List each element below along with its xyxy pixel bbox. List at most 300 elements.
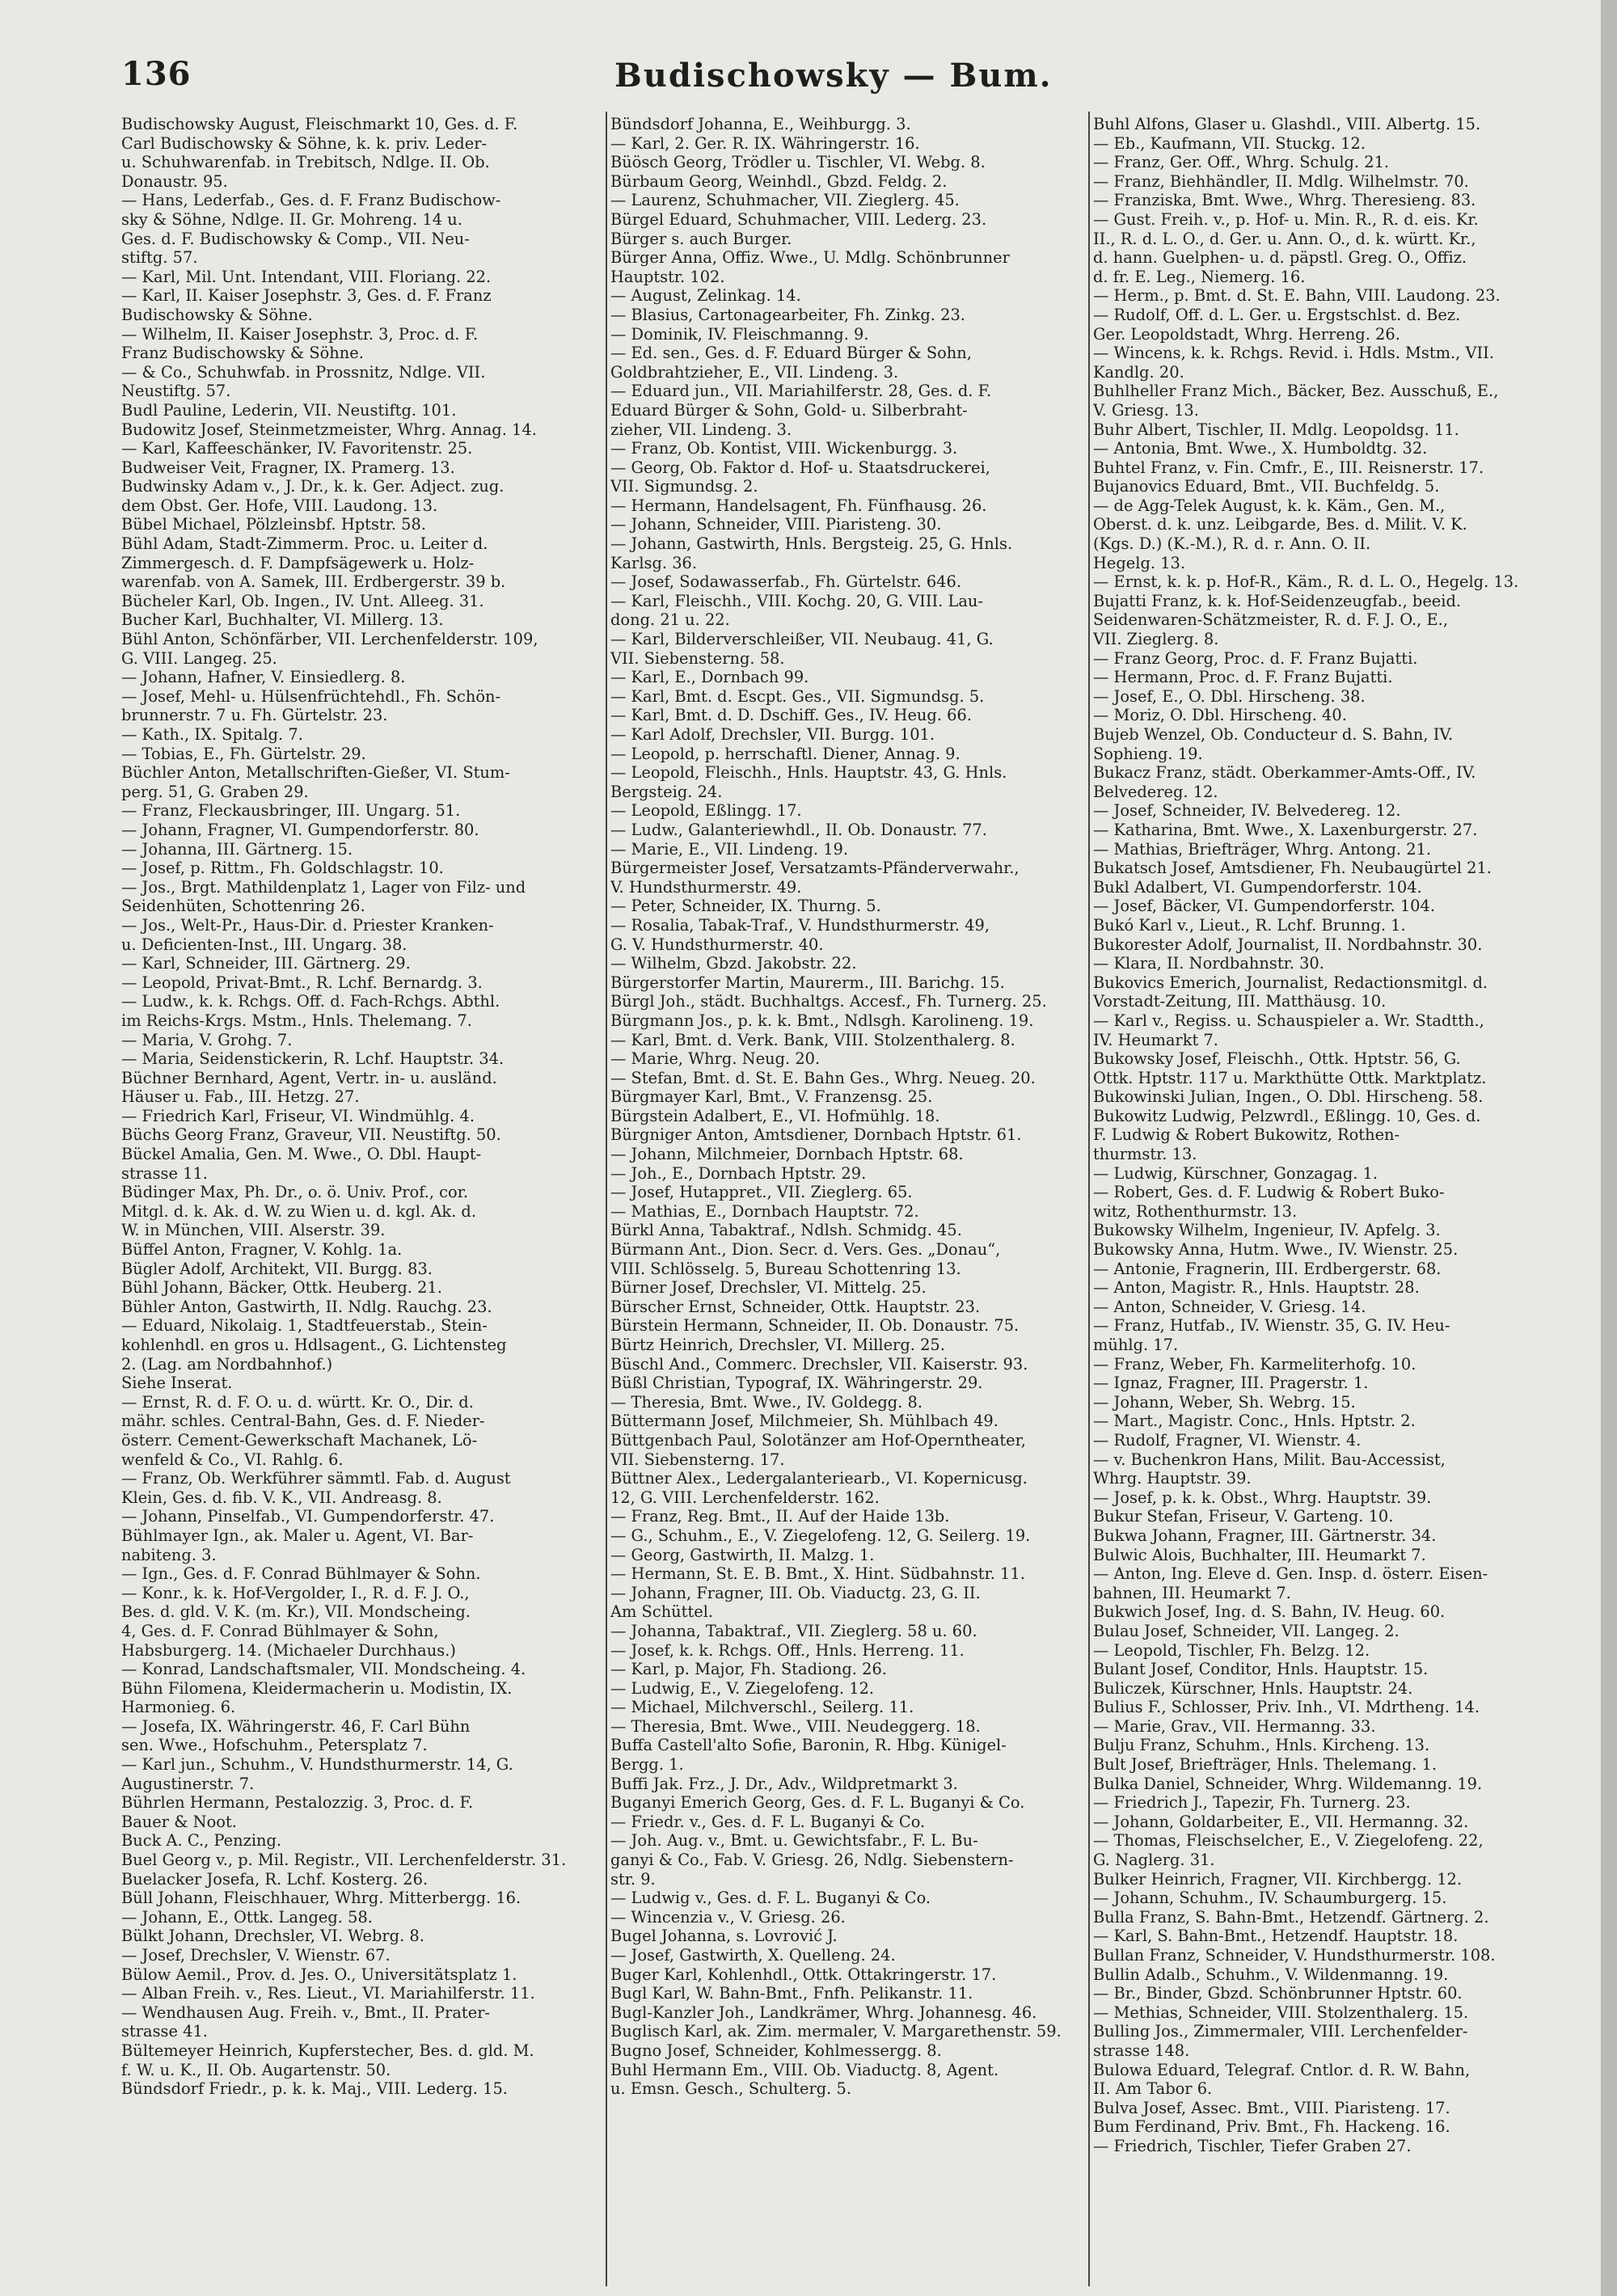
directory-entry-line: — Stefan, Bmt. d. St. E. Bahn Ges., Whrg. Neueg. 20. [610, 1068, 1036, 1087]
directory-entry-line: Klein, Ges. d. fib. V. K., VII. Andreasg. 8. [121, 1488, 442, 1507]
directory-entry-line: d. fr. E. Leg., Niemerg. 16. [1093, 267, 1306, 286]
directory-entry-line: Bugel Johanna, s. Lovrović J. [610, 1927, 838, 1946]
directory-entry-line: Bühn Filomena, Kleidermacherin u. Modistin, IX. [121, 1678, 513, 1698]
directory-entry-line: Bulowa Eduard, Telegraf. Cntlor. d. R. W. Bahn, [1093, 2060, 1471, 2079]
directory-entry-line: Ges. d. F. Budischowsky & Comp., VII. Neu- [121, 229, 470, 248]
directory-entry-line: strasse 148. [1093, 2041, 1190, 2060]
directory-entry-line: Buganyi Emerich Georg, Ges. d. F. L. Buganyi & Co. [610, 1793, 1025, 1813]
directory-entry-line: Belvedereg. 12. [1093, 782, 1218, 801]
directory-entry-line: Buffi Jak. Frz., J. Dr., Adv., Wildpretmarkt 3. [610, 1774, 958, 1793]
directory-entry-line: u. Schuhwarenfab. in Trebitsch, Ndlge. II. Ob. [121, 153, 490, 172]
directory-entry-line: — Maria, Seidenstickerin, R. Lchf. Hauptstr. 34. [121, 1049, 505, 1069]
directory-entry-line: — Hermann, St. E. B. Bmt., X. Hint. Südbahnstr. 11. [610, 1564, 1025, 1584]
directory-entry-line: Buhlheller Franz Mich., Bäcker, Bez. Ausschuß, E., [1093, 382, 1499, 401]
directory-entry-line: Bauer & Noot. [121, 1812, 237, 1831]
directory-entry-line: Bergsteig. 24. [610, 782, 723, 801]
directory-entry-line: Bujeb Wenzel, Ob. Conducteur d. S. Bahn, IV. [1093, 725, 1454, 744]
directory-entry-line: — Eduard jun., VII. Mariahilferstr. 28, Ges. d. F. [610, 382, 992, 401]
directory-entry-line: Bulau Josef, Schneider, VII. Langeg. 2. [1093, 1621, 1400, 1640]
directory-entry-line: — Johann, Hafner, V. Einsiedlerg. 8. [121, 668, 406, 687]
directory-entry-line: — G., Schuhm., E., V. Ziegelofeng. 12, G. Seilerg. 19. [610, 1526, 1031, 1545]
directory-entry-line: VII. Zieglerg. 8. [1093, 630, 1219, 649]
directory-entry-line: Bukowitz Ludwig, Pelzwrdl., Eßlingg. 10, Ges. d. [1093, 1106, 1481, 1125]
directory-entry-line: VIII. Schlösselg. 5, Bureau Schottenring 13. [610, 1259, 961, 1278]
directory-entry-line: — v. Buchenkron Hans, Milit. Bau-Accessist, [1093, 1450, 1446, 1469]
directory-entry-line: — Josefa, IX. Währingerstr. 46, F. Carl Bühn [121, 1716, 471, 1736]
directory-entry-line: Bukowsky Wilhelm, Ingenieur, IV. Apfelg. 3. [1093, 1221, 1441, 1240]
directory-entry-line: — Ign., Ges. d. F. Conrad Bühlmayer & Sohn. [121, 1564, 481, 1584]
directory-entry-line: Habsburgerg. 14. (Michaeler Durchhaus.) [121, 1640, 456, 1660]
directory-entry-line: — Katharina, Bmt. Wwe., X. Laxenburgerstr. 27. [1093, 820, 1478, 839]
directory-entry-line: — Karl, 2. Ger. R. IX. Währingerstr. 16. [610, 133, 920, 153]
directory-entry-line: Buelacker Josefa, R. Lchf. Kosterg. 26. [121, 1869, 429, 1889]
directory-entry-line: Bürgmayer Karl, Bmt., V. Franzensg. 25. [610, 1087, 933, 1107]
directory-entry-line: — Johann, E., Ottk. Langeg. 58. [121, 1907, 373, 1927]
directory-entry-line: 4, Ges. d. F. Conrad Bühlmayer & Sohn, [121, 1621, 439, 1640]
directory-entry-line: Bum Ferdinand, Priv. Bmt., Fh. Hackeng. 16. [1093, 2117, 1450, 2137]
directory-entry-line: Bülkt Johann, Drechsler, VI. Webrg. 8. [121, 1927, 424, 1946]
directory-entry-line: — Br., Binder, Gbzd. Schönbrunner Hptstr. 60. [1093, 1984, 1463, 2003]
directory-entry-line: — Jos., Brgt. Mathildenplatz 1, Lager von Filz- und [121, 877, 526, 897]
directory-entry-line: mühlg. 17. [1093, 1336, 1179, 1354]
directory-entry-line: Bukorester Adolf, Journalist, II. Nordbahnstr. 30. [1093, 935, 1483, 954]
directory-entry-line: — Leopold, p. herrschaftl. Diener, Annag. 9. [610, 744, 960, 763]
directory-entry-line: Bühlmayer Ign., ak. Maler u. Agent, VI. Bar- [121, 1526, 474, 1545]
directory-entry-line: Bulant Josef, Conditor, Hnls. Hauptstr. 15. [1093, 1660, 1429, 1679]
directory-entry-line: Büösch Georg, Trödler u. Tischler, VI. Webg. 8. [610, 153, 986, 172]
directory-entry-line: — Wendhausen Aug. Freih. v., Bmt., II. Prater- [121, 2003, 491, 2022]
directory-entry-line: Mitgl. d. k. Ak. d. W. zu Wien u. d. kgl. Ak. d. [121, 1201, 476, 1221]
directory-entry-line: — Josef, E., O. Dbl. Hirscheng. 38. [1093, 686, 1366, 706]
directory-entry-line: — Johann, Goldarbeiter, E., VII. Hermanng. 32. [1093, 1812, 1469, 1831]
directory-entry-line: Bukwa Johann, Fragner, III. Gärtnerstr. 34. [1093, 1526, 1437, 1545]
directory-entry-line: Büttner Alex., Ledergalanteriearb., VI. Kopernicusg. [610, 1469, 1028, 1488]
directory-entry-line: bahnen, III. Heumarkt 7. [1093, 1583, 1291, 1602]
directory-entry-line: — Ignaz, Fragner, III. Pragerstr. 1. [1093, 1374, 1369, 1393]
directory-entry-line: strasse 41. [121, 2022, 208, 2041]
directory-entry-line: Bündsdorf Friedr., p. k. k. Maj., VIII. Lederg. 15. [121, 2079, 508, 2099]
directory-entry-line: Büll Johann, Fleischhauer, Whrg. Mitterbergg. 16. [121, 1889, 521, 1908]
directory-entry-line: u. Deficienten-Inst., III. Ungarg. 38. [121, 935, 407, 954]
directory-entry-line: — Anton, Schneider, V. Griesg. 14. [1093, 1297, 1366, 1316]
directory-entry-line: Büdinger Max, Ph. Dr., o. ö. Univ. Prof., cor. [121, 1183, 469, 1202]
directory-entry-line: kohlenhdl. en gros u. Hdlsagent., G. Lichtensteg [121, 1336, 507, 1354]
directory-entry-line: — Maria, V. Grohg. 7. [121, 1030, 293, 1049]
directory-entry-line: — Blasius, Cartonagearbeiter, Fh. Zinkg. 23. [610, 305, 965, 324]
directory-entry-line: Buel Georg v., p. Mil. Registr., VII. Lerchenfelderstr. 31. [121, 1851, 567, 1870]
directory-entry-line: — Peter, Schneider, IX. Thurng. 5. [610, 897, 881, 916]
directory-entry-line: stiftg. 57. [121, 248, 198, 268]
directory-entry-line: brunnerstr. 7 u. Fh. Gürtelstr. 23. [121, 706, 388, 725]
directory-entry-line: — Franz, Ger. Off., Whrg. Schulg. 21. [1093, 153, 1390, 172]
directory-entry-line: — Hermann, Proc. d. F. Franz Bujatti. [1093, 668, 1393, 687]
directory-entry-line: — Ludwig, Kürschner, Gonzagag. 1. [1093, 1163, 1378, 1183]
directory-entry-line: Bühl Johann, Bäcker, Ottk. Heuberg. 21. [121, 1278, 442, 1298]
column-1 [121, 115, 602, 2281]
directory-entry-line: — Josef, Gastwirth, X. Quelleng. 24. [610, 1946, 896, 1965]
directory-entry-line: Budweiser Veit, Fragner, IX. Pramerg. 13. [121, 458, 455, 477]
directory-entry-line: — Ludw., Galanteriewhdl., II. Ob. Donaustr. 77. [610, 820, 987, 839]
column-rule [606, 112, 607, 2286]
directory-entry-line: V. Griesg. 13. [1093, 400, 1199, 420]
directory-entry-line: Buliczek, Kürschner, Hnls. Hauptstr. 24. [1093, 1678, 1413, 1698]
directory-entry-line: — Leopold, Tischler, Fh. Belzg. 12. [1093, 1640, 1370, 1660]
directory-entry-line: Goldbrahtzieher, E., VII. Lindeng. 3. [610, 362, 899, 382]
directory-entry-line: — Eb., Kaufmann, VII. Stuckg. 12. [1093, 133, 1366, 153]
directory-entry-line: Bukur Stefan, Friseur, V. Garteng. 10. [1093, 1507, 1394, 1526]
directory-entry-line: — Karl, E., Dornbach 99. [610, 668, 809, 687]
directory-entry-line: Bürgstein Adalbert, E., VI. Hofmühlg. 18. [610, 1106, 940, 1125]
directory-entry-line: — Herm., p. Bmt. d. St. E. Bahn, VIII. Laudong. 23. [1093, 286, 1501, 306]
directory-entry-line: Hegelg. 13. [1093, 553, 1186, 572]
directory-entry-line: G. V. Hundsthurmerstr. 40. [610, 935, 824, 954]
directory-entry-line: Karlsg. 36. [610, 553, 698, 572]
directory-entry-line: — Franz, Ob. Kontist, VIII. Wickenburgg. 3. [610, 439, 958, 458]
directory-entry-line: — Josef, Schneider, IV. Belvedereg. 12. [1093, 801, 1401, 821]
directory-entry-line: — Karl, Bmt. d. Verk. Bank, VIII. Stolzenthalerg. 8. [610, 1030, 1015, 1049]
directory-entry-line: — Johann, Fragner, III. Ob. Viaductg. 23, G. II. [610, 1583, 981, 1602]
directory-entry-line: — Johann, Milchmeier, Dornbach Hptstr. 68. [610, 1145, 964, 1164]
directory-entry-line: Budischowsky August, Fleischmarkt 10, Ges. d. F. [121, 115, 518, 133]
directory-entry-line: Vorstadt-Zeitung, III. Matthäusg. 10. [1093, 992, 1387, 1011]
directory-entry-line: — Hermann, Handelsagent, Fh. Fünfhausg. 26. [610, 496, 987, 515]
directory-entry-line: — Mathias, E., Dornbach Hauptstr. 72. [610, 1201, 919, 1221]
directory-entry-line: — Georg, Gastwirth, II. Malzg. 1. [610, 1545, 875, 1564]
directory-entry-line: Sophieng. 19. [1093, 744, 1203, 763]
directory-entry-line: II., R. d. L. O., d. Ger. u. Ann. O., d. k. württ. Kr., [1093, 229, 1476, 248]
directory-entry-line: Bürger Anna, Offiz. Wwe., U. Mdlg. Schönbrunner [610, 248, 1010, 268]
directory-entry-line: — Wilhelm, Gbzd. Jakobstr. 22. [610, 954, 857, 973]
page-number: 136 [121, 55, 192, 93]
directory-entry-line: Carl Budischowsky & Söhne, k. k. priv. Leder- [121, 133, 488, 153]
directory-entry-line: Buger Karl, Kohlenhdl., Ottk. Ottakringerstr. 17. [610, 1965, 997, 1984]
directory-entry-line: Bulka Daniel, Schneider, Whrg. Wildemanng. 19. [1093, 1774, 1483, 1793]
directory-entry-line: Seidenhüten, Schottenring 26. [121, 897, 365, 916]
directory-entry-line: — Georg, Ob. Faktor d. Hof- u. Staatsdruckerei, [610, 458, 990, 477]
directory-entry-line: Bürtz Heinrich, Drechsler, VI. Millerg. 25. [610, 1336, 945, 1354]
directory-entry-line: — Josef, p. Rittm., Fh. Goldschlagstr. 10. [121, 859, 444, 878]
directory-entry-line: — Mart., Magistr. Conc., Hnls. Hptstr. 2. [1093, 1412, 1416, 1431]
directory-entry-line: Buhl Alfons, Glaser u. Glashdl., VIII. Albertg. 15. [1093, 115, 1481, 133]
directory-entry-line: — Johanna, Tabaktraf., VII. Zieglerg. 58 u. 60. [610, 1621, 977, 1640]
directory-entry-line: II. Am Tabor 6. [1093, 2079, 1213, 2099]
directory-entry-line: Bürgerstorfer Martin, Maurerm., III. Barichg. 15. [610, 973, 1005, 992]
directory-entry-line: — Karl, Mil. Unt. Intendant, VIII. Floriang. 22. [121, 267, 492, 286]
directory-entry-line: — Karl, Bmt. d. Escpt. Ges., VII. Sigmundsg. 5. [610, 686, 985, 706]
directory-entry-line: Bes. d. gld. V. K. (m. Kr.), VII. Mondscheing. [121, 1602, 471, 1622]
directory-entry-line: Bukl Adalbert, VI. Gumpendorferstr. 104. [1093, 877, 1422, 897]
directory-entry-line: — Karl, II. Kaiser Josephstr. 3, Ges. d. F. Franz [121, 286, 492, 306]
directory-entry-line: Bukowsky Anna, Hutm. Wwe., IV. Wienstr. 25. [1093, 1240, 1459, 1260]
directory-entry-line: Bukowsky Josef, Fleischh., Ottk. Hptstr. 56, G. [1093, 1049, 1461, 1069]
directory-entry-line: — Michael, Milchverschl., Seilerg. 11. [610, 1698, 914, 1717]
directory-entry-line: Bürkl Anna, Tabaktraf., Ndlsh. Schmidg. 45. [610, 1221, 962, 1240]
directory-entry-line: — Johanna, III. Gärtnerg. 15. [121, 839, 353, 859]
directory-entry-line: — Leopold, Privat-Bmt., R. Lchf. Bernardg. 3. [121, 973, 483, 992]
directory-entry-line: f. W. u. K., II. Ob. Augartenstr. 50. [121, 2060, 391, 2079]
directory-entry-line: Bührlen Hermann, Pestalozzig. 3, Proc. d. F. [121, 1793, 474, 1813]
directory-entry-line: d. hann. Guelphen- u. d. päpstl. Greg. O., Offiz. [1093, 248, 1467, 268]
directory-entry-line: Bürbaum Georg, Weinhdl., Gbzd. Feldg. 2. [610, 171, 948, 191]
directory-entry-line: — Methias, Schneider, VIII. Stolzenthalerg. 15. [1093, 2003, 1469, 2022]
directory-entry-line: Bullin Adalb., Schuhm., V. Wildenmanng. 19. [1093, 1965, 1449, 1984]
directory-entry-line: — Friedrich Karl, Friseur, VI. Windmühlg. 4. [121, 1106, 475, 1125]
directory-entry-line: Büchs Georg Franz, Graveur, VII. Neustiftg. 50. [121, 1125, 501, 1145]
directory-entry-line: — de Agg-Telek August, k. k. Käm., Gen. M., [1093, 496, 1446, 515]
directory-entry-line: V. Hundsthurmerstr. 49. [610, 877, 802, 897]
directory-entry-line: — Marie, E., VII. Lindeng. 19. [610, 839, 849, 859]
directory-entry-line: Bügler Adolf, Architekt, VII. Burgg. 83. [121, 1259, 433, 1278]
directory-entry-line: — Wincens, k. k. Rchgs. Revid. i. Hdls. Mstm., VII. [1093, 344, 1494, 363]
directory-entry-line: — Franziska, Bmt. Wwe., Whrg. Theresieng. 83. [1093, 191, 1476, 210]
directory-entry-line: sky & Söhne, Ndlge. II. Gr. Mohreng. 14 u. [121, 209, 462, 229]
directory-entry-line: witz, Rothenthurmstr. 13. [1093, 1201, 1298, 1221]
directory-entry-line: österr. Cement-Gewerkschaft Machanek, Lö- [121, 1430, 478, 1450]
directory-entry-line: VII. Sigmundsg. 2. [610, 477, 758, 496]
directory-entry-line: Hauptstr. 102. [610, 267, 725, 286]
directory-entry-line: — Theresia, Bmt. Wwe., IV. Goldegg. 8. [610, 1392, 922, 1412]
directory-entry-line: Bücheler Karl, Ob. Ingen., IV. Unt. Alleeg. 31. [121, 591, 484, 610]
directory-entry-line: — Karl, Kaffeeschänker, IV. Favoritenstr. 25. [121, 439, 473, 458]
directory-entry-line: Bückel Amalia, Gen. M. Wwe., O. Dbl. Haupt- [121, 1145, 482, 1164]
directory-entry-line: Buhtel Franz, v. Fin. Cmfr., E., III. Reisnerstr. 17. [1093, 458, 1484, 477]
directory-entry-line: — Anton, Ing. Eleve d. Gen. Insp. d. österr. Eisen- [1093, 1564, 1488, 1584]
directory-entry-line: 12, G. VIII. Lerchenfelderstr. 162. [610, 1488, 880, 1507]
directory-entry-line: — Johann, Fragner, VI. Gumpendorferstr. 80. [121, 820, 479, 839]
directory-entry-line: — Konr., k. k. Hof-Vergolder, I., R. d. F. J. O., [121, 1583, 470, 1602]
directory-entry-line: — Josef, Sodawasserfab., Fh. Gürtelstr. 646. [610, 572, 961, 592]
directory-entry-line: — Franz, Ob. Werkführer sämmtl. Fab. d. August [121, 1469, 511, 1488]
directory-entry-line: str. 9. [610, 1869, 656, 1889]
directory-entry-line: Bukacz Franz, städt. Oberkammer-Amts-Off., IV. [1093, 763, 1476, 783]
directory-entry-line: Bujatti Franz, k. k. Hof-Seidenzeugfab., beeid. [1093, 591, 1462, 610]
directory-entry-line: thurmstr. 13. [1093, 1145, 1197, 1164]
directory-entry-line: — Josef, Mehl- u. Hülsenfrüchtehdl., Fh. Schön- [121, 686, 501, 706]
directory-entry-line: — Ludwig, E., V. Ziegelofeng. 12. [610, 1678, 875, 1698]
directory-entry-line: Bürgmann Jos., p. k. k. Bmt., Ndlsgh. Karolineng. 19. [610, 1011, 1034, 1030]
directory-entry-line: Zimmergesch. d. F. Dampfsägewerk u. Holz- [121, 553, 475, 572]
directory-entry-line: Neustiftg. 57. [121, 382, 231, 401]
directory-entry-line: Bulius F., Schlosser, Priv. Inh., VI. Mdrtheng. 14. [1093, 1698, 1480, 1717]
directory-entry-line: Bündsdorf Johanna, E., Weihburgg. 3. [610, 115, 911, 133]
directory-entry-line: Bühl Anton, Schönfärber, VII. Lerchenfelderstr. 109, [121, 630, 538, 649]
directory-entry-line: Bübel Michael, Pölzleinsbf. Hptstr. 58. [121, 515, 427, 534]
directory-entry-line: — Karl, Bmt. d. D. Dschiff. Ges., IV. Heug. 66. [610, 706, 972, 725]
directory-entry-line: Bukowinski Julian, Ingen., O. Dbl. Hirscheng. 58. [1093, 1087, 1484, 1107]
directory-entry-line: Am Schüttel. [610, 1602, 714, 1622]
directory-entry-line: — Marie, Grav., VII. Hermanng. 33. [1093, 1716, 1376, 1736]
directory-entry-line: — Josef, Drechsler, V. Wienstr. 67. [121, 1946, 391, 1965]
directory-entry-line: — Wincenzia v., V. Griesg. 26. [610, 1907, 846, 1927]
directory-entry-line: — Karl, Schneider, III. Gärtnerg. 29. [121, 954, 411, 973]
directory-entry-line: wenfeld & Co., VI. Rahlg. 6. [121, 1450, 344, 1469]
directory-entry-line: — Ernst, R. d. F. O. u. d. württ. Kr. O., Dir. d. [121, 1392, 474, 1412]
directory-entry-line: mähr. schles. Central-Bahn, Ges. d. F. Nieder- [121, 1412, 485, 1431]
directory-entry-line: Bültemeyer Heinrich, Kupferstecher, Bes. d. gld. M. [121, 2041, 534, 2060]
directory-entry-line: Budl Pauline, Lederin, VII. Neustiftg. 101. [121, 400, 457, 420]
directory-entry-line: Seidenwaren-Schätzmeister, R. d. F. J. O., E., [1093, 610, 1448, 630]
directory-entry-line: Bujanovics Eduard, Bmt., VII. Buchfeldg. 5. [1093, 477, 1440, 496]
directory-entry-line: — Karl Adolf, Drechsler, VII. Burgg. 101. [610, 725, 935, 744]
directory-entry-line: G. VIII. Langeg. 25. [121, 648, 277, 668]
directory-entry-line: — Karl v., Regiss. u. Schauspieler a. Wr. Stadtth., [1093, 1011, 1484, 1030]
directory-entry-line: — Wilhelm, II. Kaiser Josephstr. 3, Proc. d. F. [121, 324, 479, 344]
page-edge [1601, 0, 1617, 2296]
directory-entry-line: — Josef, Bäcker, VI. Gumpendorferstr. 104. [1093, 897, 1435, 916]
directory-entry-line: Büffel Anton, Fragner, V. Kohlg. 1a. [121, 1240, 403, 1260]
directory-entry-line: Bulling Jos., Zimmermaler, VIII. Lerchenfelder- [1093, 2022, 1468, 2041]
directory-entry-line: — Ludwig v., Ges. d. F. L. Buganyi & Co. [610, 1889, 931, 1908]
directory-entry-line: — Joh., E., Dornbach Hptstr. 29. [610, 1163, 867, 1183]
directory-entry-line: Bukatsch Josef, Amtsdiener, Fh. Neubaugürtel 21. [1093, 859, 1492, 878]
directory-entry-line: Bürgermeister Josef, Versatzamts-Pfänderverwahr., [610, 859, 1020, 878]
directory-entry-line: Bulwic Alois, Buchhalter, III. Heumarkt 7. [1093, 1545, 1426, 1564]
directory-entry-line: Büttgenbach Paul, Solotänzer am Hof-Operntheater, [610, 1430, 1026, 1450]
directory-entry-line: — Leopold, Eßlingg. 17. [610, 801, 802, 821]
directory-entry-line: Bukwich Josef, Ing. d. S. Bahn, IV. Heug. 60. [1093, 1602, 1446, 1622]
directory-entry-line: — Theresia, Bmt. Wwe., VIII. Neudeggerg. 18. [610, 1716, 981, 1736]
directory-entry-line: IV. Heumarkt 7. [1093, 1030, 1218, 1049]
directory-entry-line: — Karl, Bilderverschleißer, VII. Neubaug. 41, G. [610, 630, 994, 649]
directory-entry-line: — Karl, Fleischh., VIII. Kochg. 20, G. VIII. Lau- [610, 591, 983, 610]
directory-entry-line: Bürmann Ant., Dion. Secr. d. Vers. Ges. „Donau“, [610, 1240, 1001, 1260]
directory-entry-line: — Franz, Fleckausbringer, III. Ungarg. 51. [121, 801, 461, 821]
directory-entry-line: Bühler Anton, Gastwirth, II. Ndlg. Rauchg. 23. [121, 1297, 492, 1316]
directory-entry-line: Ottk. Hptstr. 117 u. Markthütte Ottk. Marktplatz. [1093, 1068, 1487, 1087]
directory-entry-line: — Johann, Gastwirth, Hnls. Bergsteig. 25, G. Hnls. [610, 534, 1013, 554]
directory-entry-line: — Leopold, Fleischh., Hnls. Hauptstr. 43, G. Hnls. [610, 763, 1007, 783]
directory-entry-line: — Klara, II. Nordbahnstr. 30. [1093, 954, 1324, 973]
directory-entry-line: Bürgel Eduard, Schuhmacher, VIII. Lederg. 23. [610, 209, 987, 229]
directory-entry-line: — Karl jun., Schuhm., V. Hundsthurmerstr. 14, G. [121, 1755, 513, 1775]
directory-entry-line: im Reichs-Krgs. Mstm., Hnls. Thelemang. 7. [121, 1011, 472, 1030]
directory-entry-line: — Johann, Schneider, VIII. Piaristeng. 30. [610, 515, 942, 534]
directory-entry-line: — Josef, Hutappret., VII. Zieglerg. 65. [610, 1183, 913, 1202]
directory-entry-line: Bulva Josef, Assec. Bmt., VIII. Piaristeng. 17. [1093, 2098, 1450, 2117]
directory-entry-line: — Rudolf, Fragner, VI. Wienstr. 4. [1093, 1430, 1362, 1450]
directory-entry-line: Budischowsky & Söhne. [121, 305, 313, 324]
directory-entry-line: Ger. Leopoldstadt, Whrg. Herreng. 26. [1093, 324, 1400, 344]
directory-entry-line: VII. Siebensterng. 17. [610, 1450, 785, 1469]
directory-entry-line: — Franz, Reg. Bmt., II. Auf der Haide 13b. [610, 1507, 950, 1526]
directory-entry-line: Whrg. Hauptstr. 39. [1093, 1469, 1252, 1488]
directory-entry-line: Buglisch Karl, ak. Zim. mermaler, V. Margarethenstr. 59. [610, 2022, 1062, 2041]
directory-entry-line: — Antonie, Fragnerin, III. Erdbergerstr. 68. [1093, 1259, 1442, 1278]
directory-entry-line: — Johann, Schuhm., IV. Schaumburgerg. 15. [1093, 1889, 1447, 1908]
directory-entry-line: — Franz Georg, Proc. d. F. Franz Bujatti. [1093, 648, 1418, 668]
directory-entry-line: — Johann, Weber, Sh. Webrg. 15. [1093, 1392, 1356, 1412]
directory-entry-line: nabiteng. 3. [121, 1545, 217, 1564]
directory-entry-line: Bülow Aemil., Prov. d. Jes. O., Universitätsplatz 1. [121, 1965, 517, 1984]
directory-entry-line: warenfab. von A. Samek, III. Erdbergerstr. 39 b. [121, 572, 506, 592]
directory-entry-line: Buffa Castell'alto Sofie, Baronin, R. Hbg. Künigel- [610, 1736, 1007, 1755]
directory-entry-line: — Robert, Ges. d. F. Ludwig & Robert Buko- [1093, 1183, 1445, 1202]
directory-entry-line: — Eduard, Nikolaig. 1, Stadtfeuerstab., Stein- [121, 1316, 488, 1336]
directory-entry-line: Bürscher Ernst, Schneider, Ottk. Hauptstr. 23. [610, 1297, 981, 1316]
directory-entry-line: — Friedrich J., Tapezir, Fh. Turnerg. 23. [1093, 1793, 1411, 1813]
directory-entry-line: strasse 11. [121, 1163, 208, 1183]
directory-entry-line: Bult Josef, Briefträger, Hnls. Thelemang. 1. [1093, 1755, 1438, 1775]
directory-entry-line: Büßl Christian, Typograf, IX. Währingerstr. 29. [610, 1374, 983, 1393]
directory-entry-line: Büschl And., Commerc. Drechsler, VII. Kaiserstr. 93. [610, 1354, 1028, 1374]
directory-entry-line: Bugl Karl, W. Bahn-Bmt., Fnfh. Pelikanstr. 11. [610, 1984, 973, 2003]
directory-entry-line: — Josef, k. k. Rchgs. Off., Hnls. Herreng. 11. [610, 1640, 965, 1660]
directory-entry-line: — Karl, S. Bahn-Bmt., Hetzendf. Hauptstr. 18. [1093, 1927, 1459, 1946]
directory-entry-line: Budwinsky Adam v., J. Dr., k. k. Ger. Adject. zug. [121, 477, 505, 496]
directory-entry-line: — Alban Freih. v., Res. Lieut., VI. Mariahilferstr. 11. [121, 1984, 535, 2003]
directory-entry-line: — Franz, Weber, Fh. Karmeliterhofg. 10. [1093, 1354, 1416, 1374]
directory-entry-line: — August, Zelinkag. 14. [610, 286, 801, 306]
directory-entry-line: perg. 51, G. Graben 29. [121, 782, 309, 801]
directory-entry-line: Bürger s. auch Burger. [610, 229, 792, 248]
directory-entry-line: Buhl Hermann Em., VIII. Ob. Viaductg. 8, Agent. [610, 2060, 999, 2079]
directory-entry-line: Bugno Josef, Schneider, Kohlmessergg. 8. [610, 2041, 942, 2060]
directory-entry-line: Bürstein Hermann, Schneider, II. Ob. Donaustr. 75. [610, 1316, 1020, 1336]
directory-entry-line: Bürgniger Anton, Amtsdiener, Dornbach Hptstr. 61. [610, 1125, 1022, 1145]
directory-entry-line: Harmonieg. 6. [121, 1698, 236, 1717]
running-head: Budischowsky — Bum. [614, 57, 1053, 95]
column-3 [1093, 115, 1573, 2281]
directory-entry-line: Büchner Bernhard, Agent, Vertr. in- u. ausländ. [121, 1068, 497, 1087]
directory-entry-line: Büchler Anton, Metallschriften-Gießer, VI. Stum- [121, 763, 510, 783]
directory-entry-line: — Thomas, Fleischselcher, E., V. Ziegelofeng. 22, [1093, 1831, 1484, 1851]
directory-entry-line: Buck A. C., Penzing. [121, 1831, 282, 1851]
directory-entry-line: VII. Siebensterng. 58. [610, 648, 785, 668]
directory-entry-line: dem Obst. Ger. Hofe, VIII. Laudong. 13. [121, 496, 438, 515]
directory-entry-line: Buhr Albert, Tischler, II. Mdlg. Leopoldsg. 11. [1093, 420, 1459, 439]
directory-entry-line: Franz Budischowsky & Söhne. [121, 344, 364, 363]
directory-entry-line: — Mathias, Briefträger, Whrg. Antong. 21. [1093, 839, 1432, 859]
directory-entry-line: — Josef, p. k. k. Obst., Whrg. Hauptstr. 39. [1093, 1488, 1432, 1507]
directory-entry-line: Bukovics Emerich, Journalist, Redactionsmitgl. d. [1093, 973, 1488, 992]
directory-entry-line: — Laurenz, Schuhmacher, VII. Zieglerg. 45. [610, 191, 960, 210]
directory-entry-line: — Konrad, Landschaftsmaler, VII. Mondscheing. 4. [121, 1660, 526, 1679]
directory-entry-line: sen. Wwe., Hofschuhm., Petersplatz 7. [121, 1736, 428, 1755]
directory-entry-line: — Dominik, IV. Fleischmanng. 9. [610, 324, 869, 344]
directory-entry-line: G. Naglerg. 31. [1093, 1851, 1215, 1870]
directory-entry-line: — Franz, Hutfab., IV. Wienstr. 35, G. IV. Heu- [1093, 1316, 1450, 1336]
directory-entry-line: — Friedrich, Tischler, Tiefer Graben 27. [1093, 2136, 1412, 2155]
column-2 [610, 115, 1091, 2281]
directory-entry-line: dong. 21 u. 22. [610, 610, 730, 630]
directory-entry-line: — Johann, Pinselfab., VI. Gumpendorferstr. 47. [121, 1507, 495, 1526]
directory-entry-line: Bulju Franz, Schuhm., Hnls. Kircheng. 13. [1093, 1736, 1430, 1755]
directory-entry-line: — & Co., Schuhwfab. in Prossnitz, Ndlge. VII. [121, 362, 486, 382]
directory-entry-line: — Antonia, Bmt. Wwe., X. Humboldtg. 32. [1093, 439, 1428, 458]
directory-entry-line: — Rosalia, Tabak-Traf., V. Hundsthurmerstr. 49, [610, 915, 990, 935]
directory-entry-line: Bulla Franz, S. Bahn-Bmt., Hetzendf. Gärtnerg. 2. [1093, 1907, 1489, 1927]
directory-entry-line: — Gust. Freih. v., p. Hof- u. Min. R., R. d. eis. Kr. [1093, 209, 1479, 229]
directory-entry-line: ganyi & Co., Fab. V. Griesg. 26, Ndlg. Siebenstern- [610, 1851, 1014, 1870]
directory-entry-line: Bucher Karl, Buchhalter, VI. Millerg. 13. [121, 610, 444, 630]
directory-entry-line: — Tobias, E., Fh. Gürtelstr. 29. [121, 744, 366, 763]
directory-entry-line: — Joh. Aug. v., Bmt. u. Gewichtsfabr., F. L. Bu- [610, 1831, 978, 1851]
directory-entry-line: — Kath., IX. Spitalg. 7. [121, 725, 303, 744]
directory-entry-line: W. in München, VIII. Alserstr. 39. [121, 1221, 386, 1240]
directory-entry-line: Eduard Bürger & Sohn, Gold- u. Silberbraht- [610, 400, 968, 420]
directory-entry-line: zieher, VII. Lindeng. 3. [610, 420, 792, 439]
directory-entry-line: — Karl, p. Major, Fh. Stadiong. 26. [610, 1660, 887, 1679]
directory-entry-line: Oberst. d. k. unz. Leibgarde, Bes. d. Milit. V. K. [1093, 515, 1467, 534]
directory-entry-line: Kandlg. 20. [1093, 362, 1184, 382]
directory-entry-line: F. Ludwig & Robert Bukowitz, Rothen- [1093, 1125, 1400, 1145]
directory-entry-line: — Hans, Lederfab., Ges. d. F. Franz Budischow- [121, 191, 501, 210]
directory-entry-line: 2. (Lag. am Nordbahnhof.) [121, 1354, 333, 1374]
directory-entry-line: Bürner Josef, Drechsler, VI. Mittelg. 25. [610, 1278, 927, 1298]
directory-entry-line: — Ernst, k. k. p. Hof-R., Käm., R. d. L. O., Hegelg. 13. [1093, 572, 1519, 592]
directory-entry-line: Bühl Adam, Stadt-Zimmerm. Proc. u. Leiter d. [121, 534, 488, 554]
directory-entry-line: Bulker Heinrich, Fragner, VII. Kirchbergg. 12. [1093, 1869, 1463, 1889]
